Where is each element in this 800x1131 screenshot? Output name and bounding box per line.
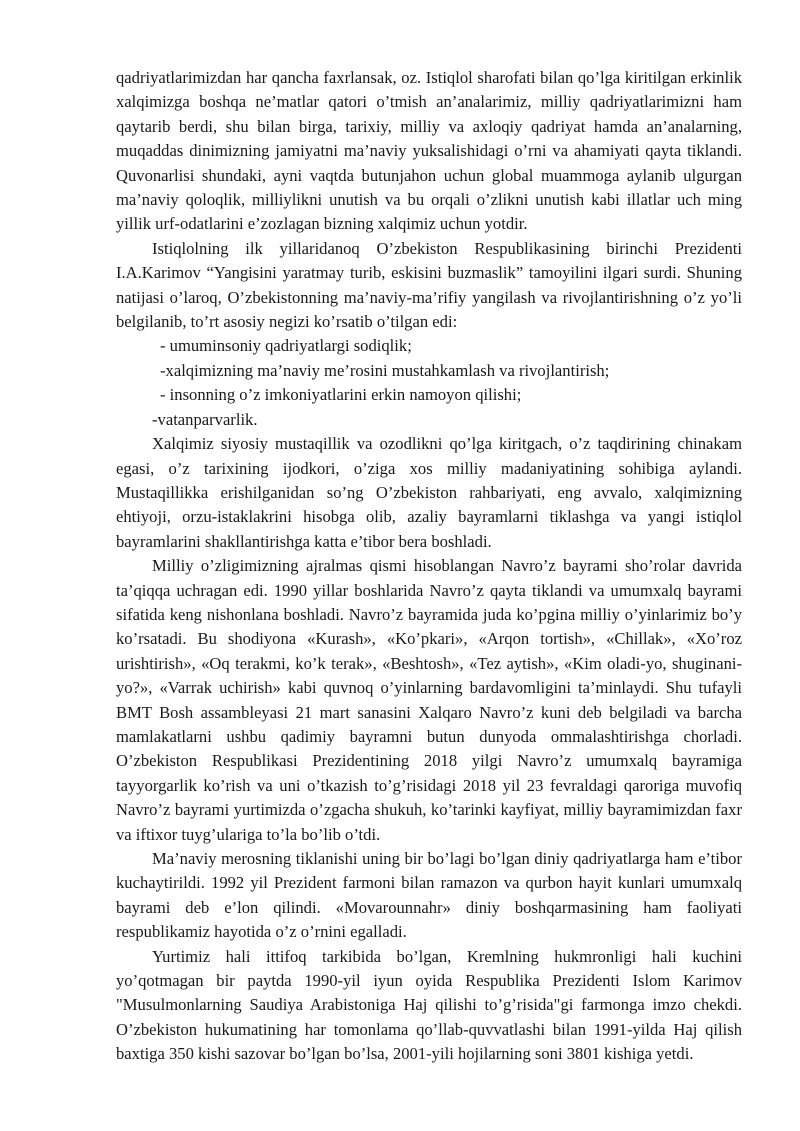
list-item: - umuminsoniy qadriyatlargi sodiqlik;	[160, 336, 412, 356]
list-item: -xalqimizning ma’naviy me’rosini mustahkamlash va rivojlantirish;	[160, 360, 610, 380]
paragraph-religious-values: Ma’naviy merosning tiklanishi uning bir bo’lagi bo’lgan diniy qadriyatlarga ham e’tibor kuchaytirildi. 1992 yil Prezident farmoni bilan ramazon va qurbon hayit kunlari umumxalq bayrami deb e’lon qilindi. «Movarounnahr» diniy boshqarmasining ham faoliyati respublikamiz hayotida o’z o’rnini egalladi.	[116, 849, 742, 942]
paragraph-navruz: Milliy o’zligimizning ajralmas qismi hisoblangan Navro’z bayrami sho’rolar davrida ta’qiqqa uchragan edi. 1990 yillar boshlarida Navro’z qayta tiklandi va umumxalq bayrami sifatida keng nishonlana boshladi. Navro’z bayramida juda ko’pgina milliy o’yinlarimiz bo’y ko’rsatadi. Bu shodiyona «Kurash», «Ko’pkari», «Arqon tortish», «Chillak», «Xo’roz urishtirish», «Oq terakmi, ko’k terak», «Beshtosh», «Tez aytish», «Kim oladi-yo, shuginani-yo?», «Varrak uchirish» kabi quvnoq o’yinlarning bardavomligini ta’minlaydi. Shu tufayli BMT Bosh assambleyasi 21 mart sanasini Xalqaro Navro’z kuni deb belgiladi va barcha mamlakatlarni ushbu qadimiy bayramni butun dunyoda ommalashtirishga chorladi. O’zbekiston Respublikasi Prezidentining 2018 yilgi Navro’z umumxalq bayramiga tayyorgarlik ko’rish va uni o’tkazish to’g’risidagi 2018 yil 23 fevraldagi qaroriga muvofiq Navro’z bayrami yurtimizda o’zgacha shukuh, ko’tarinki kayfiyat, milliy bayramimizdan faxr va iftixor tuyg’ulariga to’la bo’lib o’tdi.	[116, 556, 742, 844]
principles-list	[116, 334, 742, 432]
list-item: -vatanparvarlik.	[152, 409, 258, 429]
paragraph-continuation: qadriyatlarimizdan har qancha faxrlansak, oz. Istiqlol sharofati bilan qo’lga kiritilgan erkinlik xalqimizga boshqa ne’matlar qatori o’tmish an’analarimiz, milliy qadriyatlarimizni ham qaytarib berdi, shu bilan birga, tarixiy, milliy va axloqiy qadriyat hamda an’analarning, muqaddas dinimizning jamiyatni ma’naviy yuksalishidagi o’rni va ahamiyati qayta tiklandi. Quvonarlisi shundaki, ayni vaqtda butunjahon uchun global muammoga aylanib ulgurgan ma’naviy qoloqlik, milliylikni unutish va bu orqali o’zlikni unutish kabi illatlar uch ming yillik urf-odatlarini e’zozlagan bizning xalqimiz uchun yotdir.	[116, 68, 742, 234]
paragraph-independence: Xalqimiz siyosiy mustaqillik va ozodlikni qo’lga kiritgach, o’z taqdirining chinakam egasi, o’z tarixining ijodkori, o’ziga xos milliy madaniyatining sohibiga aylandi. Mustaqillikka erishilganidan so’ng O’zbekiston rahbariyati, eng avvalo, xalqimizning ehtiyoji, orzu-istaklakrini hisobga olib, azaliy bayramlarni tiklashga va yangi istiqlol bayramlarini shakllantirishga katta e’tibor bera boshladi.	[116, 434, 742, 551]
list-item: - insonning o’z imkoniyatlarini erkin namoyon qilishi;	[160, 385, 522, 405]
document-page	[116, 66, 742, 1067]
paragraph-hajj: Yurtimiz hali ittifoq tarkibida bo’lgan, Kremlning hukmronligi hali kuchini yo’qotmagan bir paytda 1990-yil iyun oyida Respublika Prezidenti Islom Karimov "Musulmonlarning Saudiya Arabistoniga Haj qilishi to’g’risida"gi farmonga imzo chekdi. O’zbekiston hukumatining har tomonlama qo’llab-quvvatlashi bilan 1991-yilda Haj qilish baxtiga 350 kishi sazovar bo’lgan bo’lsa, 2001-yili hojilarning soni 3801 kishiga yetdi.	[116, 946, 742, 1064]
paragraph-istiqlol-principles: Istiqlolning ilk yillaridanoq O’zbekiston Respublikasining birinchi Prezidenti I.A.Karimov “Yangisini yaratmay turib, eskisini buzmaslik” tamoyilini ilgari surdi. Shuning natijasi o’laroq, O’zbekistonning ma’naviy-ma’rifiy yangilash va rivojlantirishning o’z yo’li belgilanib, to’rt asosiy negizi ko’rsatib o’tilgan edi:	[116, 238, 742, 332]
